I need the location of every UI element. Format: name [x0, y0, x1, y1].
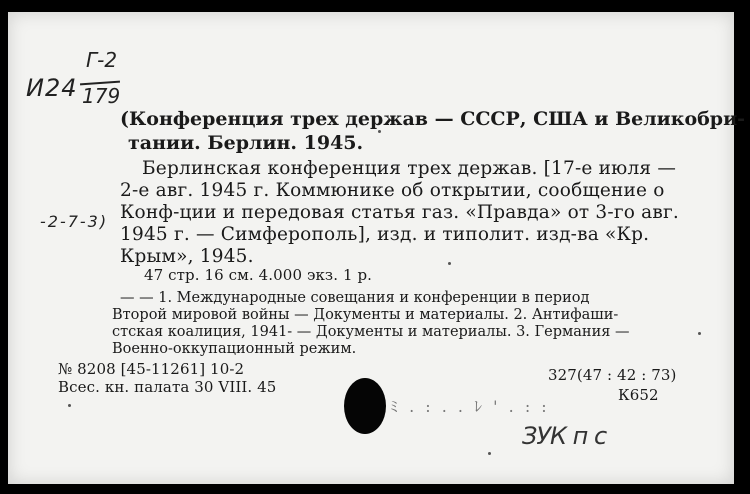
record-number: № 8208 [45-11261] 10-2: [58, 360, 245, 378]
chamber-date: Всес. кн. палата 30 VIII. 45: [58, 378, 277, 396]
collation: 47 стр. 16 см. 4.000 экз. 1 р.: [144, 266, 373, 284]
description-line: 1945 г. — Симферополь], изд. и типолит. изд-ва «Кр.: [120, 224, 650, 245]
ink-speck: [68, 404, 71, 407]
description-line: Конф-ции и передовая статья газ. «Правда» от 3-го авг.: [120, 202, 679, 223]
faint-stamp-marks: ﾐ . : . . ﾚ ' . : :: [390, 397, 550, 416]
ink-speck: [448, 262, 451, 265]
call-number-prefix: И24: [26, 74, 78, 102]
description-line: 2-е авг. 1945 г. Коммюнике об открытии, сообщение о: [120, 180, 665, 201]
ink-speck: [488, 452, 491, 455]
ink-speck: [378, 130, 381, 133]
heading-line-1: (Конференция трех держав — СССР, США и Великобри-: [120, 108, 746, 130]
handwritten-margin-note: -2-7-3): [40, 212, 109, 231]
ink-speck: [698, 332, 701, 335]
description-line: Берлинская конференция трех держав. [17-е июля —: [142, 158, 677, 179]
subject-line: стская коалиция, 1941- — Документы и материалы. 3. Германия —: [112, 324, 630, 340]
subject-line: Военно-оккупационный режим.: [112, 341, 357, 357]
subject-line: Второй мировой войны — Документы и материалы. 2. Антифаши-: [112, 307, 619, 323]
call-number-numerator: Г-2: [86, 48, 118, 72]
subject-line: — — 1. Международные совещания и конференции в период: [120, 290, 590, 306]
handwritten-signature: ЗУК п с: [522, 422, 607, 450]
heading-line-2: тании. Берлин. 1945.: [128, 132, 364, 154]
author-mark: К652: [618, 386, 659, 404]
catalog-card: [8, 12, 746, 484]
ink-blot: [344, 378, 386, 434]
call-number-denominator: 179: [82, 84, 121, 108]
description-line: Крым», 1945.: [120, 246, 254, 267]
classification-index: 327(47 : 42 : 73): [548, 366, 677, 384]
